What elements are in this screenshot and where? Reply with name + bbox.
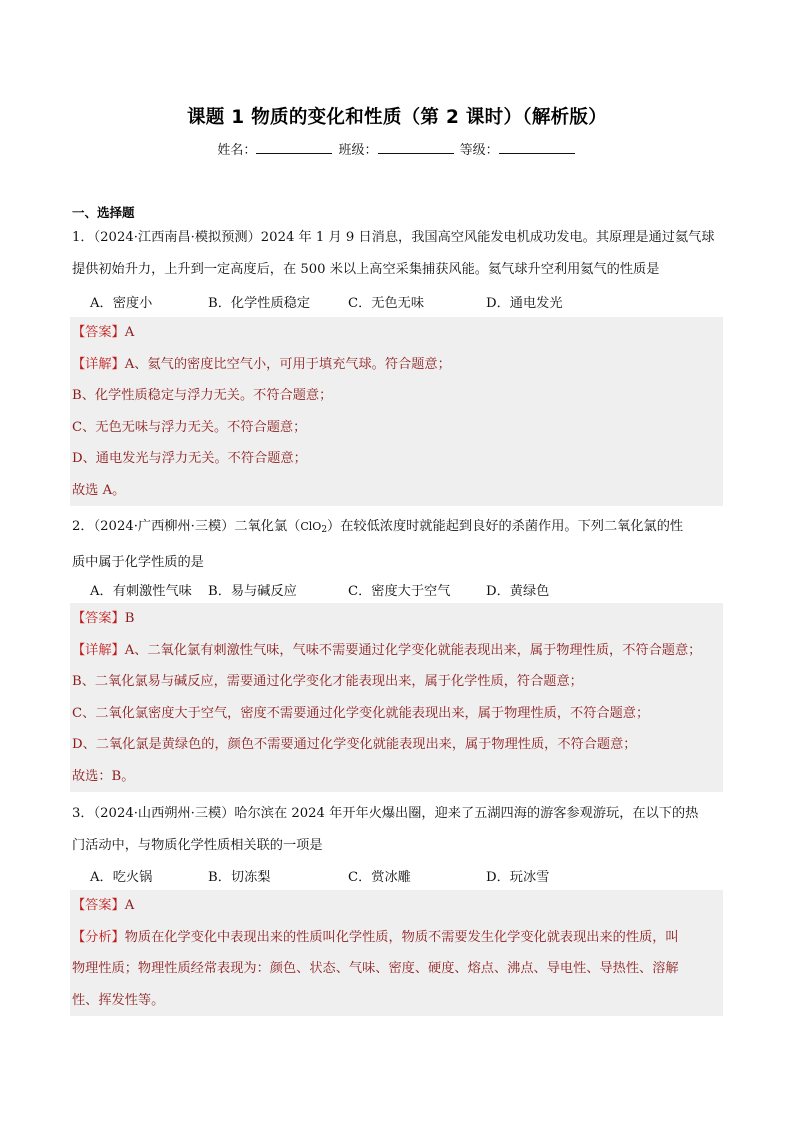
name-label: 姓名：	[217, 143, 257, 158]
q2-detail-line-4: D、二氧化氯是黄绿色的，颜色不需要通过化学变化就能表现出来，属于物理性质，不符合题意；	[72, 737, 637, 752]
q2-answer-value: B	[124, 611, 135, 626]
question-3-line-1: 3．（2024·山西朔州·三模）哈尔滨在 2024 年开年火爆出圈，迎来了五湖四海的游客参观游玩，在以下的热	[72, 806, 699, 821]
q2-detail-line-1: A、二氧化氯有刺激性气味，气味不需要通过化学变化就能表现出来，属于物理性质，不符合题意；	[124, 642, 702, 658]
chemical-formula: ClO$_2$	[300, 520, 328, 535]
question-3-solution	[70, 890, 723, 1016]
question-1-line-2: 提供初始升力，上升到一定高度后，在 500 米以上高空采集捕获风能。氦气球升空利用氦气的性质是	[72, 261, 660, 277]
q1-answer-value: A	[124, 325, 135, 340]
grade-label: 等级：	[459, 143, 499, 158]
question-3-line-2: 门活动中，与物质化学性质相关联的一项是	[72, 837, 323, 853]
q3-option-b: B．切冻梨	[208, 870, 271, 885]
name-blank[interactable]	[256, 141, 332, 154]
q1-conclusion: 故选 A。	[72, 482, 126, 498]
class-blank[interactable]	[378, 141, 454, 154]
question-3	[72, 798, 728, 861]
q3-answer-value: A	[124, 898, 135, 913]
q1-answer-label: 【答案】	[72, 325, 125, 340]
q1-option-c: C．无色无味	[348, 296, 425, 311]
q1-detail-label: 【详解】	[72, 356, 125, 372]
q3-analysis-label: 【分析】	[72, 929, 125, 945]
q3-option-c: C．赏冰雕	[348, 870, 411, 885]
q3-option-a: A．吃火锅	[90, 870, 153, 885]
q2-option-a: A．有刺激性气味	[90, 584, 192, 599]
question-1-line-1: 1．（2024·江西南昌·模拟预测）2024 年 1 月 9 日消息，我国高空风能发电机成功发电。其原理是通过氦气球	[72, 230, 715, 245]
student-info-row	[0, 139, 794, 158]
q3-analysis-line-3: 性、挥发性等。	[72, 992, 165, 1008]
q2-option-d: D．黄绿色	[486, 584, 550, 599]
document-title: 课题 1 物质的变化和性质（第 2 课时）（解析版）	[186, 107, 608, 128]
q2-stem-post: ）在较低浓度时就能起到良好的杀菌作用。下列二氧化氯的性	[327, 519, 684, 534]
question-2-solution	[70, 603, 723, 792]
q1-detail-line-1: A、氦气的密度比空气小，可用于填充气球。符合题意；	[124, 356, 451, 372]
question-2-line-2: 质中属于化学性质的是	[72, 554, 204, 570]
q3-analysis-line-2: 物理性质；物理性质经常表现为：颜色、状态、气味、密度、硬度、熔点、沸点、导电性、导热性、溶解	[72, 961, 679, 976]
q2-option-b: B．易与碱反应	[208, 584, 297, 599]
section-heading: 一、选择题	[72, 205, 135, 220]
q1-option-a: A．密度小	[90, 296, 153, 311]
grade-blank[interactable]	[499, 141, 575, 154]
question-1	[72, 222, 728, 285]
q2-option-c: C．密度大于空气	[348, 584, 451, 599]
q2-answer-label: 【答案】	[72, 611, 125, 626]
q3-analysis-line-1: 物质在化学变化中表现出来的性质叫化学性质，物质不需要发生化学变化就表现出来的性质，叫	[124, 929, 679, 945]
q3-option-d: D．玩冰雪	[486, 870, 550, 885]
question-1-solution	[70, 317, 723, 506]
class-label: 班级：	[338, 143, 378, 158]
q1-option-b: B．化学性质稳定	[208, 296, 311, 311]
q1-detail-line-4: D、通电发光与浮力无关。不符合题意；	[72, 451, 307, 466]
q3-answer-label: 【答案】	[72, 898, 125, 913]
q1-detail-line-3: C、无色无味与浮力无关。不符合题意；	[72, 419, 307, 435]
q2-detail-line-2: B、二氧化氯易与碱反应，需要通过化学变化才能表现出来，属于化学性质，符合题意；	[72, 674, 583, 689]
q1-detail-line-2: B、化学性质稳定与浮力无关。不符合题意；	[72, 388, 333, 403]
q2-stem-pre: 2．（2024·广西柳州·三模）二氧化氯（	[72, 519, 301, 534]
question-2	[72, 511, 728, 578]
q1-option-d: D．通电发光	[486, 296, 563, 311]
q2-detail-label: 【详解】	[72, 642, 125, 658]
q2-detail-line-3: C、二氧化氯密度大于空气，密度不需要通过化学变化就能表现出来，属于物理性质，不符合题意；	[72, 705, 650, 721]
q2-conclusion: 故选：B。	[72, 768, 135, 784]
